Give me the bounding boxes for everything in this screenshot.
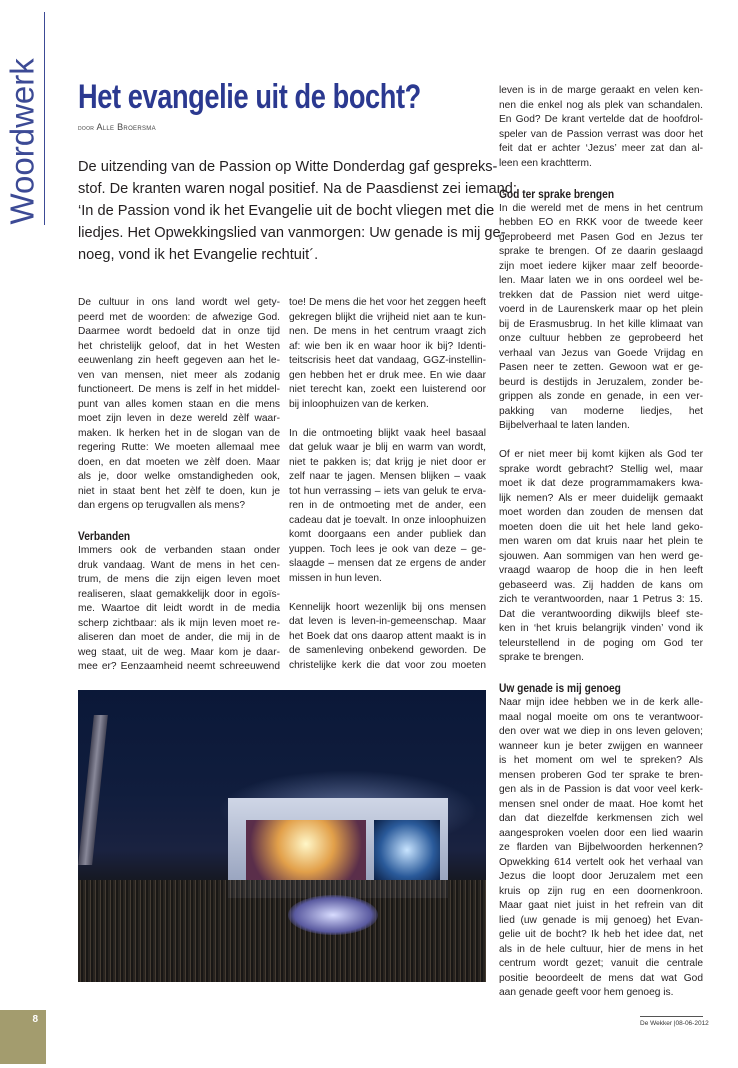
lead-line: ‘In de Passion vond ik het Evangelie uit de bocht vliegen met die [78, 203, 495, 219]
subheading: Verbanden [78, 529, 131, 543]
paragraph [289, 427, 486, 587]
byline-prefix: door [78, 125, 95, 132]
text-line: mee er? Eenzaamheid neemt schreeuwend [78, 661, 280, 672]
text-line: nen die enkel nog als plek van schandalen. [499, 99, 703, 111]
text-line: In die wereld met de mens in het centrum [499, 202, 703, 214]
lead-paragraph [78, 156, 517, 266]
text-line: onze cultuur hebben ze geprobeerd het [499, 333, 703, 344]
paragraph-gap [499, 434, 703, 449]
text-line: Immers ook de verbanden staan onder [78, 545, 280, 556]
text-line: eeuwenlang zin heeft gegeven aan het le- [78, 355, 280, 366]
text-line: wanneer kun je beter zwijgen en wanneer [499, 740, 703, 752]
text-line: niet in staat bent het zèlf te doen, kun je [78, 485, 280, 497]
text-line: Of er niet meer bij komt kijken als God ter [499, 449, 703, 460]
column-1 [78, 296, 280, 675]
text-line: Maar gaat niet juist in het refrein van dit [499, 900, 703, 911]
text-line: moet ik dat deze programmamakers kwa- [499, 478, 703, 489]
text-line: dan dat diezelfde kerkmensen zich wel [499, 813, 703, 824]
footer-separator: | [673, 1020, 676, 1027]
text-line: druk vandaag. Want de mens in het cen- [78, 559, 280, 571]
text-line: me. Waartoe dit leidt wordt in de media [78, 603, 280, 614]
text-line: Pasen neer te zetten. Gewoon wat er ge- [499, 362, 703, 373]
text-line: trekken dat de Passion niet werd uitge- [499, 289, 703, 301]
text-line: verhaal van Jezus van Goede Vrijdag en [499, 347, 703, 359]
paragraph [499, 202, 703, 434]
text-line: gen als in de Passion is dat voor veel kerk- [499, 784, 703, 795]
text-line: lied (uw genade is mij genoeg) het Evan- [499, 914, 703, 926]
text-line: aliseren dan moet de ander, die mij in de [78, 632, 280, 643]
text-line: men waren om dat kruis naar het plein te [499, 536, 703, 547]
text-line: als in de hele cultuur, hier de mens in het [499, 943, 703, 955]
text-line: punt van alles komen staan en die mens [78, 398, 280, 410]
text-line: peerd met de woorden: de afwezige God. [78, 311, 280, 323]
paragraph-gap [499, 666, 703, 681]
text-line: Jezus die loopt door Jeruzalem met een [499, 871, 703, 882]
text-line: het Boek dat ons daarop attent maakt is in [289, 630, 486, 642]
text-line: ken in ‘het kruis belangrijk vinden’ vond ik [499, 623, 703, 634]
text-line: voerd in de Laurenskerk maar op het plein [499, 304, 703, 315]
text-line: nen. De mens in het centrum vraagt zich [289, 326, 486, 337]
paragraph [289, 296, 486, 412]
text-line: bij inloophuizen van de kerken. [289, 398, 429, 410]
text-line: gekregen blijkt die vrijheid niet aan te kun- [289, 311, 486, 323]
text-line: den over wat we diep in ons leven geloven; [499, 726, 703, 737]
text-line: leven is in de marge geraakt en velen ken- [499, 85, 703, 96]
byline-author: Alle Broersma [96, 122, 156, 132]
paragraph [289, 601, 486, 674]
text-line: kruis op zijn rug en een doornenkroon. [499, 885, 703, 897]
text-line: zijn moet iedere kijker maar zelf beoorde- [499, 260, 703, 272]
photo-catwalk [288, 895, 378, 935]
text-line: christelijke kerk die dat voor zou moeten [289, 659, 486, 671]
text-line: positie beoordeelt de mens dat wat God [499, 972, 703, 984]
text-line: missen in hun leven. [289, 572, 382, 584]
text-line: bij de Erasmusbrug. In het kille klimaat van [499, 318, 703, 330]
text-line: tot hun verrassing – iets van geluk te erva- [289, 485, 486, 497]
text-line: De cultuur in ons land wordt wel gety- [78, 297, 280, 308]
text-line: niet terecht kan, zoekt een luisterend oor [289, 384, 486, 395]
paragraph-gap [289, 586, 486, 601]
lead-line: liedjes. Het Opwekkingslied van vanmorgen: Uw genade is mij ge- [78, 225, 506, 241]
text-line: niet te pakken is; dat krijg je niet door er [289, 456, 486, 468]
text-line: lijk nemen? Als er meer duidelijk gemaakt [499, 492, 703, 504]
subheading: Uw genade is mij genoeg [499, 681, 621, 695]
text-line: slaagde – mensen dat ze ergens de ander [289, 558, 486, 569]
text-line: Kennelijk hoort wezenlijk bij ons mensen [289, 601, 486, 613]
page-number-box [0, 1010, 46, 1064]
text-line: geprobeerd met Pasen God en Jezus ter [499, 231, 703, 243]
text-line: dat leven is leven-in-gemeenschap. Maar [289, 616, 486, 627]
text-line: toe! De mens die het voor het zeggen heeft [289, 297, 486, 308]
text-line: maal nogal moeite om ons te verantwoor- [499, 711, 703, 723]
text-line: aan genade geeft voor hem genoeg is. [499, 987, 674, 998]
paragraph [499, 448, 703, 666]
section-divider-line [44, 12, 45, 225]
page-number: 8 [32, 1014, 38, 1025]
lead-line: noeg, vond ik het Evangelie rechtuit´. [78, 247, 319, 263]
lead-line: stof. De kranten waren nogal positief. Na de Paasdienst zei iemand: [78, 181, 517, 197]
text-line: het christelijk geloof, dat in het Westen [78, 340, 280, 352]
text-line: trum, de mens die zijn eigen leven moet [78, 574, 280, 585]
text-line: beurd is destijds in Jeruzalem, zonder be- [499, 376, 703, 388]
byline [78, 122, 156, 132]
text-line: weg staat, uit de weg. Maar kom je daar- [78, 646, 280, 658]
text-line: de samenleving onbekend geworden. De [289, 645, 486, 656]
paragraph-gap [289, 412, 486, 427]
text-line: teleurstellend in de poging om God ter [499, 637, 703, 649]
paragraph [499, 84, 703, 171]
text-line: dan ergens op terugvallen als mens? [78, 500, 246, 511]
publication-name: De Wekker [640, 1020, 673, 1027]
text-line: gebaseerd was. Zij hadden de kans om [499, 579, 703, 591]
text-line: grippen als zonde en genade, in een ver- [499, 391, 703, 402]
text-line: komt doorgaans een ander publiek dan [289, 529, 486, 540]
text-line: mensen proberen God ter sprake te bren- [499, 769, 703, 781]
text-line: Daarmee wordt bedoeld dat in onze tijd [78, 326, 280, 337]
text-line: yuppen. Toch lees je ook van deze – ge- [289, 543, 486, 555]
text-line: doen, en dat moeten we zèlf doen. Maar [78, 456, 280, 468]
footer-rule [640, 1016, 703, 1017]
text-line: maken. Ik herken het in de slogan van de [78, 427, 280, 439]
issue-date: 08-06-2012 [675, 1020, 709, 1027]
footer-publication [640, 1020, 709, 1027]
text-line: Bijbelverhaal te laten landen. [499, 420, 630, 431]
paragraph-gap [78, 514, 280, 529]
text-line: feit dat er achter ‘Jezus’ meer zat dan al- [499, 143, 703, 154]
text-line: centrum wordt gezet; vanuit die centrale [499, 958, 703, 969]
text-line: Dat die verantwoording dikwijls bleef ste- [499, 608, 703, 620]
text-line: moet zijn leven in deze wereld zèlf waar- [78, 413, 280, 424]
text-line: len. Maar laten we in ons oordeel wel be- [499, 275, 703, 286]
section-label: Woordwerk [3, 58, 41, 225]
lead-line: De uitzending van de Passion op Witte Donderdag gaf gespreks- [78, 159, 498, 175]
photo-crowd [78, 880, 486, 982]
text-line: speler van de Passion verrast was door het [499, 128, 703, 140]
text-line: hebben EO en RKK voor de tweede keer [499, 217, 703, 228]
text-line: ven van mensen, niet meer als zodanig [78, 369, 280, 381]
text-line: pakking van moderne liedjes, het [499, 405, 703, 417]
text-line: als je, door welke omstandigheden ook, [78, 471, 280, 482]
subheading: God ter sprake brengen [499, 186, 615, 201]
text-line: sjouwen. Aan sommigen van hen werd ge- [499, 550, 703, 562]
text-line: ze flarden van Bijbelwoorden herkennen? [499, 842, 703, 853]
text-line: teitscrisis heet dat vandaag, GGZ-instellin- [289, 355, 486, 366]
text-line: gelie uit de bocht? Ik heb het idee dat, net [499, 929, 703, 940]
photo-bridge-pylon [78, 715, 108, 865]
text-line: functioneert. De mens is zelf in het middel- [78, 384, 280, 395]
text-line: dat geluk waar je blij en warm van wordt, [289, 442, 486, 453]
text-line: moet worden dan zouden de mensen dat [499, 507, 703, 518]
text-line: vraagd waarop de hoop die in hen leeft [499, 565, 703, 576]
photo-screen-right [374, 820, 440, 880]
text-line: sprake te brengen. Of ze daarin geslaagd [499, 246, 703, 257]
article-photo-passion-stage [78, 690, 486, 982]
text-line: sprake te brengen. [499, 652, 584, 663]
text-line: sprake wordt gebracht? Stellig wel, maar [499, 463, 703, 475]
text-line: zich te verantwoorden, naar 1 Petrus 3: 15. [499, 594, 703, 605]
text-line: En God? De krant vertelde dat de hoofdrol- [499, 114, 703, 125]
text-line: zelf naar te jagen. Mensen blijken – vaak [289, 471, 486, 482]
text-line: scherp zichtbaar: als ik mijn leven moet re- [78, 617, 280, 629]
text-line: regering Rutte: We moeten allemaal mee [78, 442, 280, 453]
paragraph-gap [499, 171, 703, 186]
text-line: moeten doen die uit het hele land geko- [499, 521, 703, 533]
text-line: leen een krachtterm. [499, 157, 592, 169]
photo-screen-left [246, 820, 366, 880]
paragraph [78, 296, 280, 514]
paragraph [78, 544, 280, 675]
column-2 [289, 296, 486, 673]
article-title: Het evangelie uit de bocht? [78, 78, 421, 116]
text-line: Naar mijn idee hebben we in de kerk alle- [499, 697, 703, 708]
paragraph [499, 696, 703, 1001]
text-line: cadeau dat je toevalt. In onze inloophuizen [289, 514, 486, 526]
text-line: Opwekking 614 vertelt ook het verhaal van [499, 856, 703, 868]
text-line: aangesproken voelen door een lied waarin [499, 827, 703, 839]
text-line: realiseren, slaat gemakkelijk door in egoïs- [78, 588, 280, 600]
column-3 [499, 84, 703, 1001]
text-line: In die ontmoeting blijkt vaak heel basaal [289, 427, 486, 439]
text-line: ren in de ontmoeting met de ander, een [289, 500, 486, 511]
text-line: gen hebben het er druk mee. En wie daar [289, 369, 486, 381]
text-line: is het moment om wel te spreken? Als [499, 755, 703, 766]
text-line: af: wie ben ik en waar hoor ik bij? Identi- [289, 340, 486, 352]
text-line: mensen snel onder de maat. Hoe komt het [499, 798, 703, 810]
